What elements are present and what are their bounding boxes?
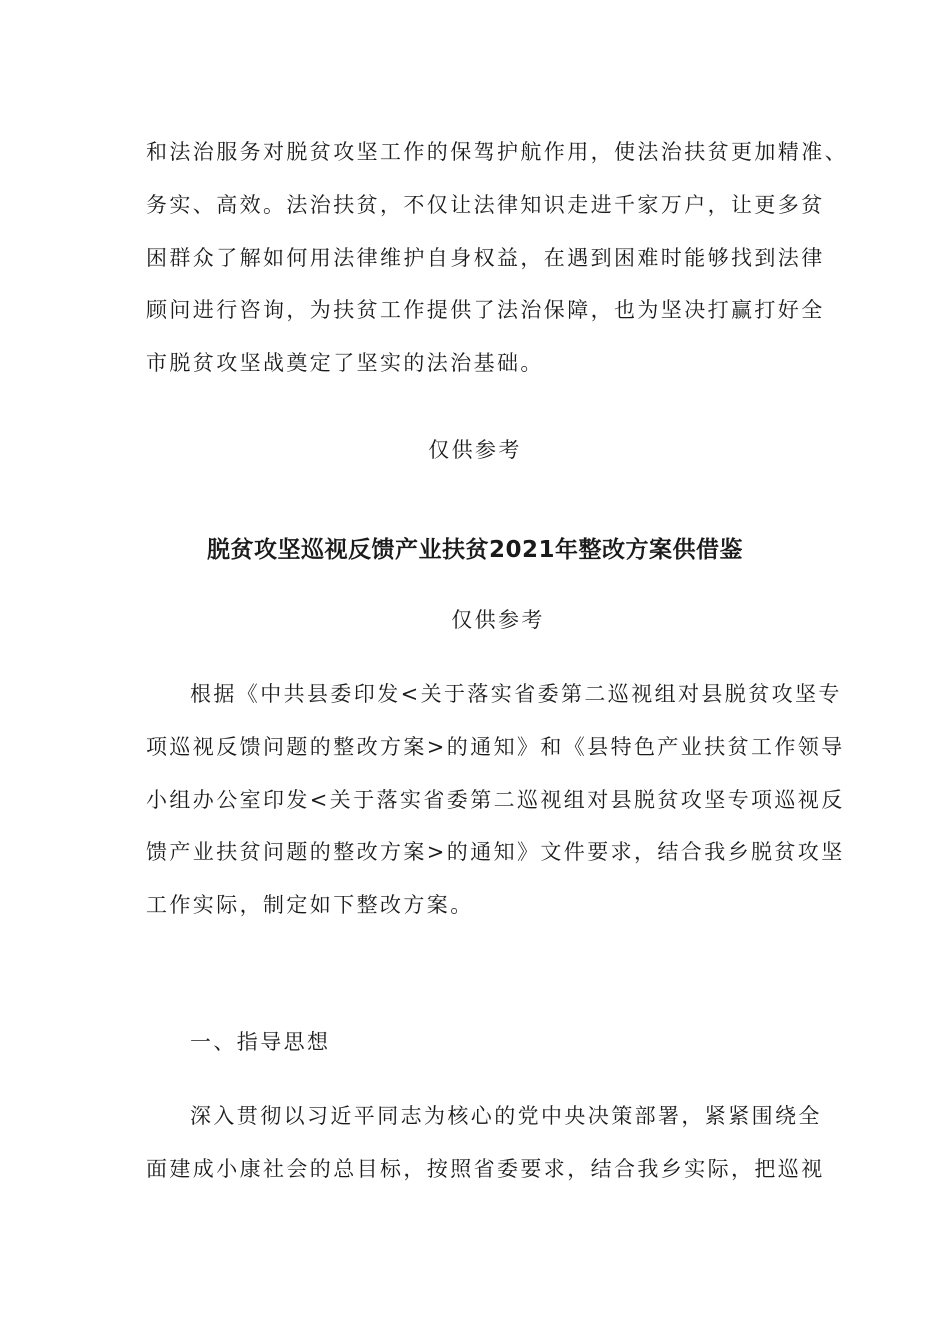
- section-line: 面建成小康社会的总目标，按照省委要求，结合我乡实际，把巡视: [146, 1157, 825, 1181]
- paragraph-line: 困群众了解如何用法律维护自身权益，在遇到困难时能够找到法律: [146, 246, 825, 270]
- reference-note: 仅供参考: [428, 438, 522, 462]
- document-subtitle: 仅供参考: [451, 608, 545, 632]
- section-line: 深入贯彻以习近平同志为核心的党中央决策部署，紧紧围绕全: [190, 1104, 822, 1128]
- intro-line: 馈产业扶贫问题的整改方案>的通知》文件要求，结合我乡脱贫攻坚: [146, 840, 845, 864]
- intro-line: 项巡视反馈问题的整改方案>的通知》和《县特色产业扶贫工作领导: [146, 735, 845, 759]
- paragraph-line: 和法治服务对脱贫攻坚工作的保驾护航作用，使法治扶贫更加精准、: [146, 140, 848, 164]
- paragraph-line: 市脱贫攻坚战奠定了坚实的法治基础。: [146, 351, 544, 375]
- section-heading: 一、指导思想: [190, 1030, 331, 1054]
- paragraph-line: 务实、高效。法治扶贫，不仅让法律知识走进千家万户，让更多贫: [146, 193, 825, 217]
- document-title: 脱贫攻坚巡视反馈产业扶贫2021年整改方案供借鉴: [206, 537, 743, 563]
- intro-line: 根据《中共县委印发<关于落实省委第二巡视组对县脱贫攻坚专: [190, 682, 842, 706]
- intro-line: 小组办公室印发<关于落实省委第二巡视组对县脱贫攻坚专项巡视反: [146, 788, 845, 812]
- paragraph-line: 顾问进行咨询，为扶贫工作提供了法治保障，也为坚决打赢打好全: [146, 298, 825, 322]
- intro-line: 工作实际，制定如下整改方案。: [146, 893, 474, 917]
